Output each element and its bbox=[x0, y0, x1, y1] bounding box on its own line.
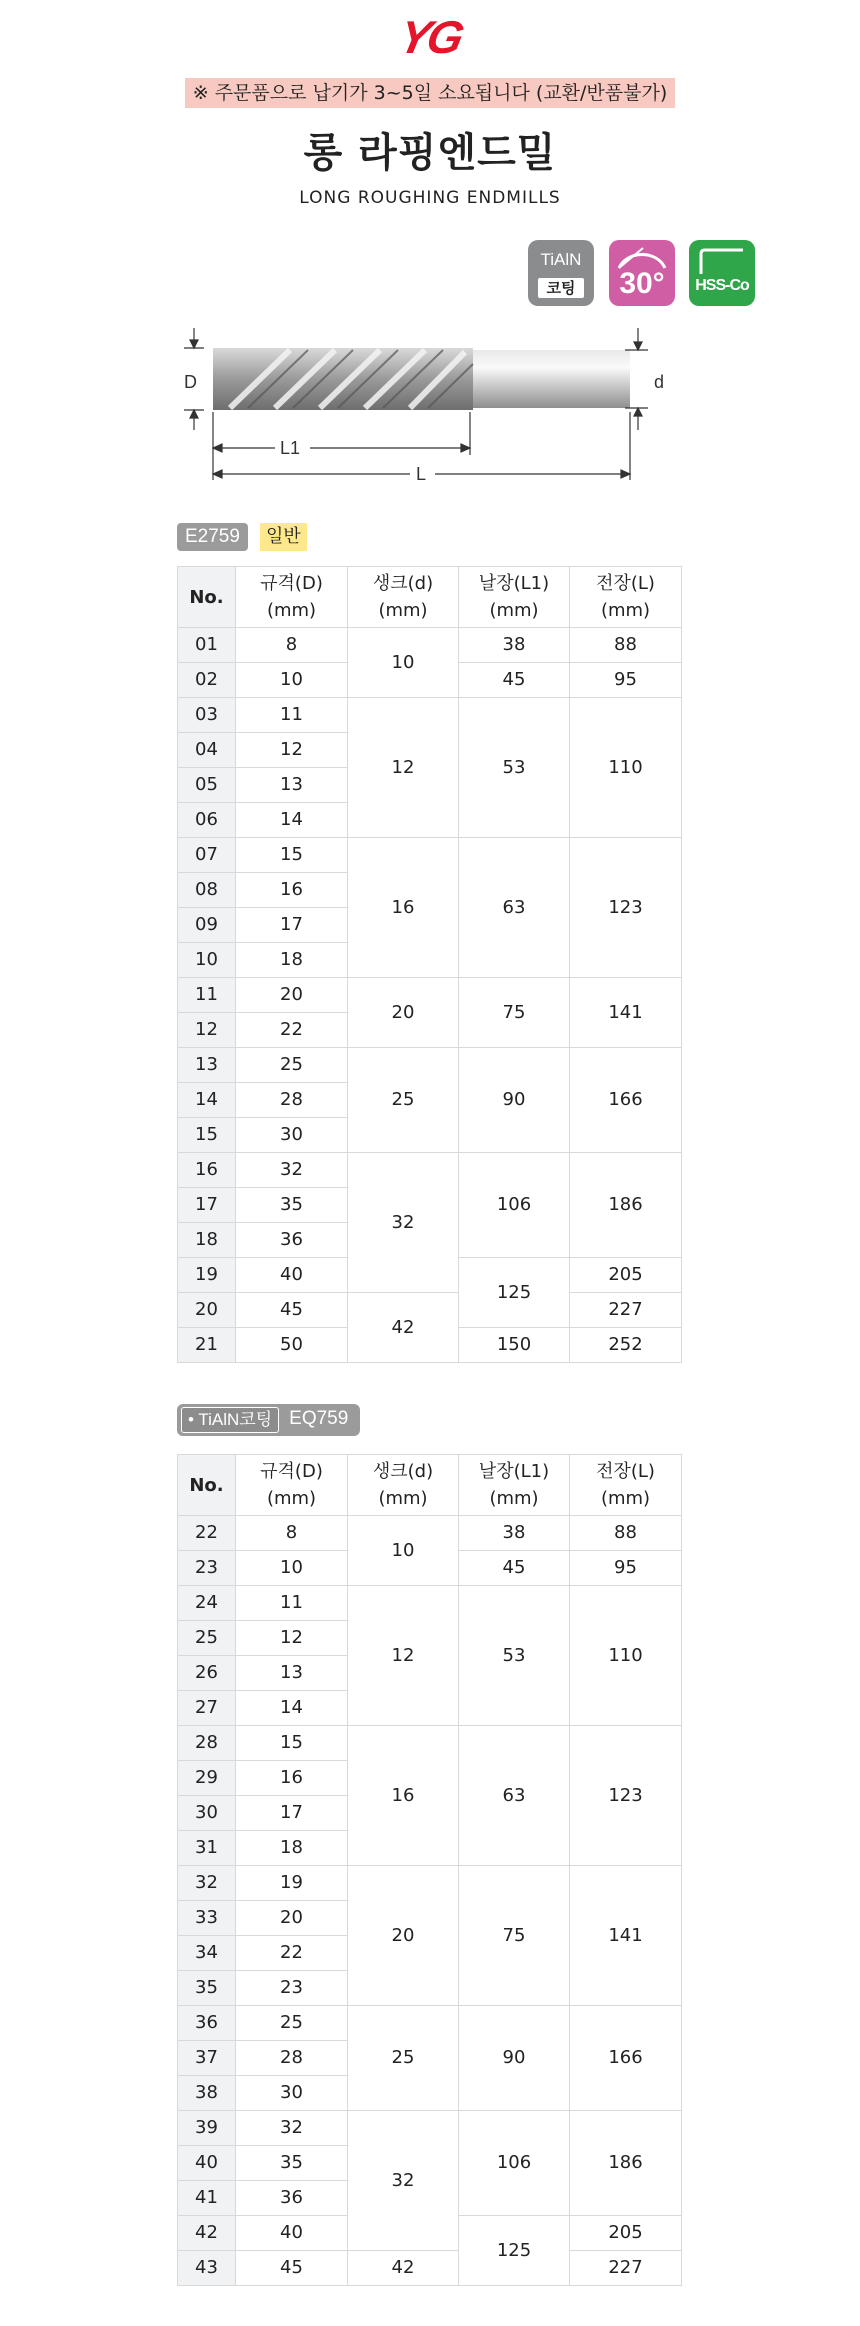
cell-size: 28 bbox=[236, 1083, 348, 1118]
cell-no: 35 bbox=[178, 1971, 236, 2006]
spec-table-1-header bbox=[178, 567, 682, 628]
table-row bbox=[178, 838, 682, 873]
product-title: 롱 라핑엔드밀 bbox=[303, 130, 557, 176]
col-header-size bbox=[236, 1455, 348, 1516]
cell-overall: 110 bbox=[570, 698, 682, 838]
col-header-overall-line1: 전장(L) bbox=[596, 573, 655, 594]
col-header-overall bbox=[570, 567, 682, 628]
series-2-pill bbox=[177, 1404, 360, 1436]
col-header-overall bbox=[570, 1455, 682, 1516]
cell-shank: 10 bbox=[348, 1516, 459, 1586]
cell-no: 09 bbox=[178, 908, 236, 943]
cell-no: 42 bbox=[178, 2216, 236, 2251]
col-header-size-line1: 규격(D) bbox=[260, 1461, 323, 1482]
cell-overall: 88 bbox=[570, 628, 682, 663]
coating-badge-name: TiAlN bbox=[540, 250, 582, 269]
endmill-flutes bbox=[213, 348, 473, 410]
cell-size: 25 bbox=[236, 2006, 348, 2041]
cell-no: 30 bbox=[178, 1796, 236, 1831]
cell-size: 28 bbox=[236, 2041, 348, 2076]
cell-size: 20 bbox=[236, 1901, 348, 1936]
cell-no: 13 bbox=[178, 1048, 236, 1083]
col-header-shank-line1: 생크(d) bbox=[372, 1461, 434, 1482]
cell-overall: 88 bbox=[570, 1516, 682, 1551]
series-1-code: E2759 bbox=[177, 523, 248, 551]
brand-logo bbox=[0, 11, 860, 63]
cell-flute: 63 bbox=[459, 838, 570, 978]
cell-no: 31 bbox=[178, 1831, 236, 1866]
cell-size: 45 bbox=[236, 2251, 348, 2286]
cell-shank: 16 bbox=[348, 1726, 459, 1866]
coating-badge bbox=[528, 240, 594, 306]
col-header-flute-line2: (mm) bbox=[489, 600, 539, 621]
helix-angle-value: 30° bbox=[619, 267, 665, 300]
cell-no: 18 bbox=[178, 1223, 236, 1258]
table-row bbox=[178, 1048, 682, 1083]
cell-size: 14 bbox=[236, 1691, 348, 1726]
cell-shank: 32 bbox=[348, 1153, 459, 1293]
cell-size: 15 bbox=[236, 1726, 348, 1761]
cell-shank: 20 bbox=[348, 978, 459, 1048]
cell-flute: 106 bbox=[459, 2111, 570, 2216]
table-row bbox=[178, 628, 682, 663]
cell-overall: 227 bbox=[570, 2251, 682, 2286]
cell-shank: 25 bbox=[348, 1048, 459, 1153]
cell-no: 15 bbox=[178, 1118, 236, 1153]
cell-size: 12 bbox=[236, 733, 348, 768]
table-row bbox=[178, 978, 682, 1013]
series-2-coating: • TiAlN코팅 bbox=[181, 1407, 279, 1433]
cell-size: 40 bbox=[236, 1258, 348, 1293]
cell-size: 11 bbox=[236, 698, 348, 733]
material-icon bbox=[695, 246, 749, 276]
cell-size: 8 bbox=[236, 628, 348, 663]
cell-flute: 125 bbox=[459, 1258, 570, 1328]
cell-overall: 205 bbox=[570, 1258, 682, 1293]
series-1-label bbox=[177, 523, 307, 551]
cell-no: 02 bbox=[178, 663, 236, 698]
cell-flute: 125 bbox=[459, 2216, 570, 2286]
cell-size: 22 bbox=[236, 1936, 348, 1971]
cell-flute: 38 bbox=[459, 1516, 570, 1551]
cell-size: 32 bbox=[236, 2111, 348, 2146]
cell-shank: 32 bbox=[348, 2111, 459, 2251]
cell-no: 38 bbox=[178, 2076, 236, 2111]
table-row bbox=[178, 1726, 682, 1761]
table-row bbox=[178, 1153, 682, 1188]
cell-size: 12 bbox=[236, 1621, 348, 1656]
dim-label-D: D bbox=[184, 372, 197, 392]
cell-no: 14 bbox=[178, 1083, 236, 1118]
cell-size: 10 bbox=[236, 663, 348, 698]
order-notice-text: ※ 주문품으로 납기가 3~5일 소요됩니다 (교환/반품불가) bbox=[185, 78, 676, 108]
cell-size: 11 bbox=[236, 1586, 348, 1621]
cell-size: 13 bbox=[236, 1656, 348, 1691]
cell-no: 34 bbox=[178, 1936, 236, 1971]
cell-size: 16 bbox=[236, 873, 348, 908]
spec-table-1 bbox=[177, 566, 682, 1363]
cell-no: 03 bbox=[178, 698, 236, 733]
cell-size: 40 bbox=[236, 2216, 348, 2251]
cell-size: 30 bbox=[236, 2076, 348, 2111]
cell-shank: 25 bbox=[348, 2006, 459, 2111]
table-row bbox=[178, 2251, 682, 2286]
endmill-shank bbox=[470, 350, 630, 408]
cell-size: 15 bbox=[236, 838, 348, 873]
cell-no: 22 bbox=[178, 1516, 236, 1551]
cell-size: 13 bbox=[236, 768, 348, 803]
col-header-flute-line2: (mm) bbox=[489, 1488, 539, 1509]
dim-label-L1: L1 bbox=[280, 438, 301, 458]
cell-flute: 53 bbox=[459, 698, 570, 838]
table-row bbox=[178, 2006, 682, 2041]
col-header-overall-line2: (mm) bbox=[600, 1488, 651, 1509]
cell-size: 8 bbox=[236, 1516, 348, 1551]
cell-size: 22 bbox=[236, 1013, 348, 1048]
col-header-flute-line1: 날장(L1) bbox=[478, 573, 550, 594]
cell-shank: 20 bbox=[348, 1866, 459, 2006]
cell-size: 20 bbox=[236, 978, 348, 1013]
dim-label-d: d bbox=[654, 372, 665, 392]
table-row bbox=[178, 1586, 682, 1621]
cell-flute: 38 bbox=[459, 628, 570, 663]
cell-no: 07 bbox=[178, 838, 236, 873]
cell-overall: 227 bbox=[570, 1293, 682, 1328]
col-header-shank-line1: 생크(d) bbox=[372, 573, 434, 594]
cell-no: 08 bbox=[178, 873, 236, 908]
col-header-overall-line1: 전장(L) bbox=[596, 1461, 655, 1482]
cell-size: 32 bbox=[236, 1153, 348, 1188]
cell-flute: 45 bbox=[459, 1551, 570, 1586]
cell-flute: 106 bbox=[459, 1153, 570, 1258]
brand-logo-text: YG bbox=[394, 11, 466, 63]
cell-no: 16 bbox=[178, 1153, 236, 1188]
cell-no: 21 bbox=[178, 1328, 236, 1363]
cell-no: 17 bbox=[178, 1188, 236, 1223]
cell-size: 18 bbox=[236, 1831, 348, 1866]
cell-no: 29 bbox=[178, 1761, 236, 1796]
cell-no: 10 bbox=[178, 943, 236, 978]
product-subtitle: LONG ROUGHING ENDMILLS bbox=[299, 188, 561, 208]
cell-flute: 150 bbox=[459, 1328, 570, 1363]
cell-no: 36 bbox=[178, 2006, 236, 2041]
col-header-size-line1: 규격(D) bbox=[260, 573, 323, 594]
cell-size: 30 bbox=[236, 1118, 348, 1153]
col-header-flute bbox=[459, 567, 570, 628]
cell-overall: 110 bbox=[570, 1586, 682, 1726]
table-row bbox=[178, 1516, 682, 1551]
table-row bbox=[178, 698, 682, 733]
cell-no: 24 bbox=[178, 1586, 236, 1621]
cell-size: 17 bbox=[236, 908, 348, 943]
cell-overall: 123 bbox=[570, 838, 682, 978]
cell-size: 35 bbox=[236, 2146, 348, 2181]
col-header-no: No. bbox=[178, 1455, 236, 1516]
cell-no: 04 bbox=[178, 733, 236, 768]
cell-overall: 95 bbox=[570, 1551, 682, 1586]
cell-overall: 252 bbox=[570, 1328, 682, 1363]
col-header-shank-line2: (mm) bbox=[378, 600, 428, 621]
cell-size: 19 bbox=[236, 1866, 348, 1901]
cell-no: 27 bbox=[178, 1691, 236, 1726]
cell-size: 25 bbox=[236, 1048, 348, 1083]
cell-flute: 90 bbox=[459, 1048, 570, 1153]
cell-size: 36 bbox=[236, 1223, 348, 1258]
cell-overall: 123 bbox=[570, 1726, 682, 1866]
spec-table-2-header bbox=[178, 1455, 682, 1516]
cell-shank: 12 bbox=[348, 1586, 459, 1726]
col-header-flute bbox=[459, 1455, 570, 1516]
cell-overall: 166 bbox=[570, 1048, 682, 1153]
cell-no: 05 bbox=[178, 768, 236, 803]
endmill-drawing bbox=[170, 320, 690, 490]
cell-size: 50 bbox=[236, 1328, 348, 1363]
col-header-shank bbox=[348, 567, 459, 628]
col-header-shank bbox=[348, 1455, 459, 1516]
cell-flute: 90 bbox=[459, 2006, 570, 2111]
col-header-size-line2: (mm) bbox=[266, 1488, 317, 1509]
cell-no: 33 bbox=[178, 1901, 236, 1936]
cell-no: 41 bbox=[178, 2181, 236, 2216]
cell-no: 12 bbox=[178, 1013, 236, 1048]
cell-size: 18 bbox=[236, 943, 348, 978]
order-notice bbox=[0, 78, 860, 108]
table-row bbox=[178, 1866, 682, 1901]
cell-overall: 141 bbox=[570, 1866, 682, 2006]
cell-shank: 42 bbox=[348, 1293, 459, 1363]
cell-overall: 166 bbox=[570, 2006, 682, 2111]
series-2-label bbox=[177, 1404, 360, 1436]
spec-table-2 bbox=[177, 1454, 682, 2286]
cell-no: 43 bbox=[178, 2251, 236, 2286]
helix-angle-badge bbox=[609, 240, 675, 306]
table-row bbox=[178, 1293, 682, 1328]
cell-no: 01 bbox=[178, 628, 236, 663]
cell-shank: 10 bbox=[348, 628, 459, 698]
cell-no: 20 bbox=[178, 1293, 236, 1328]
series-2-code: EQ759 bbox=[289, 1408, 349, 1429]
cell-size: 14 bbox=[236, 803, 348, 838]
cell-size: 35 bbox=[236, 1188, 348, 1223]
cell-flute: 45 bbox=[459, 663, 570, 698]
cell-no: 06 bbox=[178, 803, 236, 838]
dim-label-L: L bbox=[416, 464, 427, 484]
cell-size: 16 bbox=[236, 1761, 348, 1796]
cell-size: 23 bbox=[236, 1971, 348, 2006]
cell-overall: 186 bbox=[570, 2111, 682, 2216]
cell-no: 37 bbox=[178, 2041, 236, 2076]
cell-no: 39 bbox=[178, 2111, 236, 2146]
cell-no: 19 bbox=[178, 1258, 236, 1293]
cell-no: 28 bbox=[178, 1726, 236, 1761]
cell-overall: 186 bbox=[570, 1153, 682, 1258]
cell-overall: 95 bbox=[570, 663, 682, 698]
col-header-size-line2: (mm) bbox=[266, 600, 317, 621]
cell-flute: 75 bbox=[459, 1866, 570, 2006]
col-header-size bbox=[236, 567, 348, 628]
cell-no: 32 bbox=[178, 1866, 236, 1901]
cell-flute: 53 bbox=[459, 1586, 570, 1726]
cell-shank: 12 bbox=[348, 698, 459, 838]
cell-size: 45 bbox=[236, 1293, 348, 1328]
cell-flute: 75 bbox=[459, 978, 570, 1048]
cell-no: 40 bbox=[178, 2146, 236, 2181]
cell-shank: 42 bbox=[348, 2251, 459, 2286]
material-badge-text: HSS-Co bbox=[695, 277, 749, 294]
cell-size: 17 bbox=[236, 1796, 348, 1831]
cell-no: 25 bbox=[178, 1621, 236, 1656]
cell-size: 10 bbox=[236, 1551, 348, 1586]
series-1-tag: 일반 bbox=[260, 523, 307, 551]
coating-badge-label: 코팅 bbox=[538, 278, 584, 298]
cell-no: 26 bbox=[178, 1656, 236, 1691]
col-header-shank-line2: (mm) bbox=[378, 1488, 428, 1509]
cell-flute: 63 bbox=[459, 1726, 570, 1866]
cell-no: 23 bbox=[178, 1551, 236, 1586]
col-header-no: No. bbox=[178, 567, 236, 628]
cell-no: 11 bbox=[178, 978, 236, 1013]
material-badge bbox=[689, 240, 755, 306]
cell-shank: 16 bbox=[348, 838, 459, 978]
table-row bbox=[178, 2111, 682, 2146]
cell-overall: 205 bbox=[570, 2216, 682, 2251]
col-header-flute-line1: 날장(L1) bbox=[478, 1461, 550, 1482]
cell-overall: 141 bbox=[570, 978, 682, 1048]
col-header-overall-line2: (mm) bbox=[600, 600, 651, 621]
cell-size: 36 bbox=[236, 2181, 348, 2216]
